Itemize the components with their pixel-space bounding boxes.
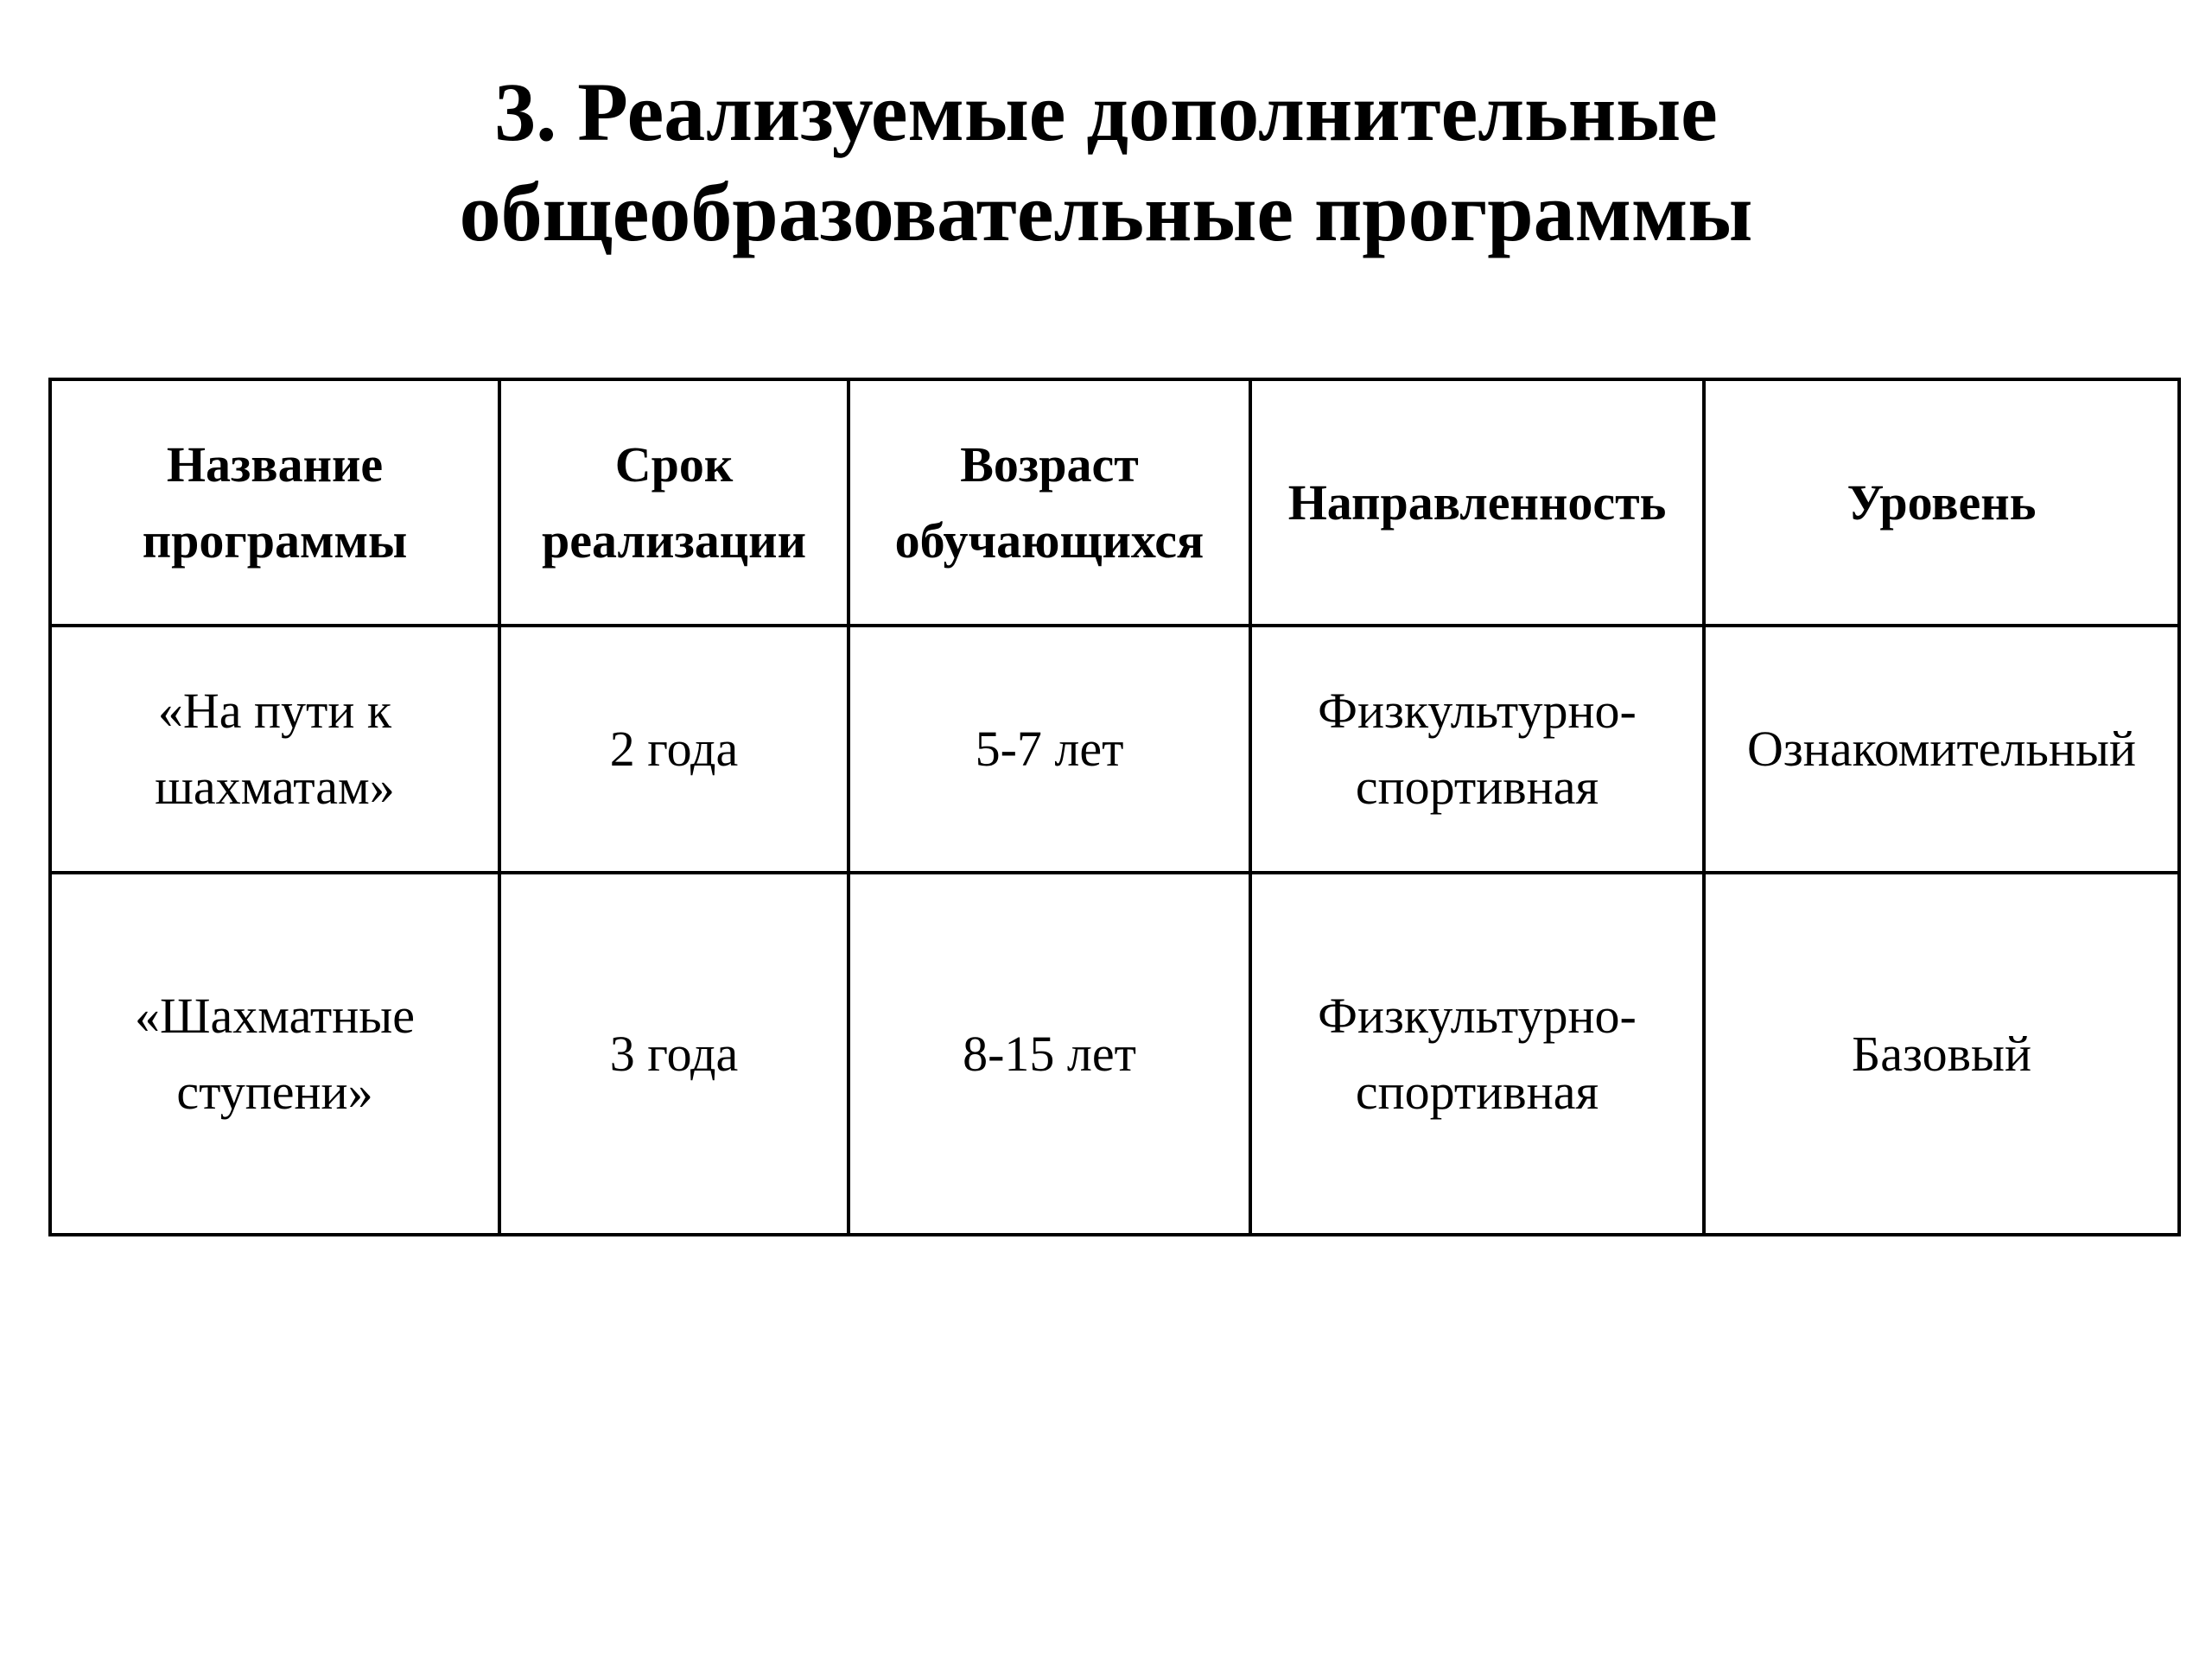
- cell-duration: 2 года: [499, 626, 849, 873]
- column-header-focus: Направленность: [1250, 379, 1704, 626]
- column-header-age: Возраст обучающихся: [849, 379, 1250, 626]
- cell-program-name: «На пути к шахматам»: [50, 626, 499, 873]
- page-title: [0, 62, 2212, 263]
- table-row: [50, 873, 2179, 1235]
- cell-duration: 3 года: [499, 873, 849, 1235]
- page-title-line-1: 3. Реализуемые дополнительные: [494, 66, 1718, 158]
- table-header-row: [50, 379, 2179, 626]
- column-header-duration: Срок реализации: [499, 379, 849, 626]
- cell-focus: Физкультурно- спортивная: [1250, 873, 1704, 1235]
- cell-level: Базовый: [1704, 873, 2179, 1235]
- cell-age: 8-15 лет: [849, 873, 1250, 1235]
- cell-program-name: «Шахматные ступени»: [50, 873, 499, 1235]
- cell-level: Ознакомительный: [1704, 626, 2179, 873]
- programs-table: [48, 378, 2181, 1236]
- cell-age: 5-7 лет: [849, 626, 1250, 873]
- column-header-program-name: Название программы: [50, 379, 499, 626]
- page-title-line-2: общеобразовательные программы: [459, 166, 1753, 258]
- cell-focus: Физкультурно- спортивная: [1250, 626, 1704, 873]
- column-header-level: Уровень: [1704, 379, 2179, 626]
- table-row: [50, 626, 2179, 873]
